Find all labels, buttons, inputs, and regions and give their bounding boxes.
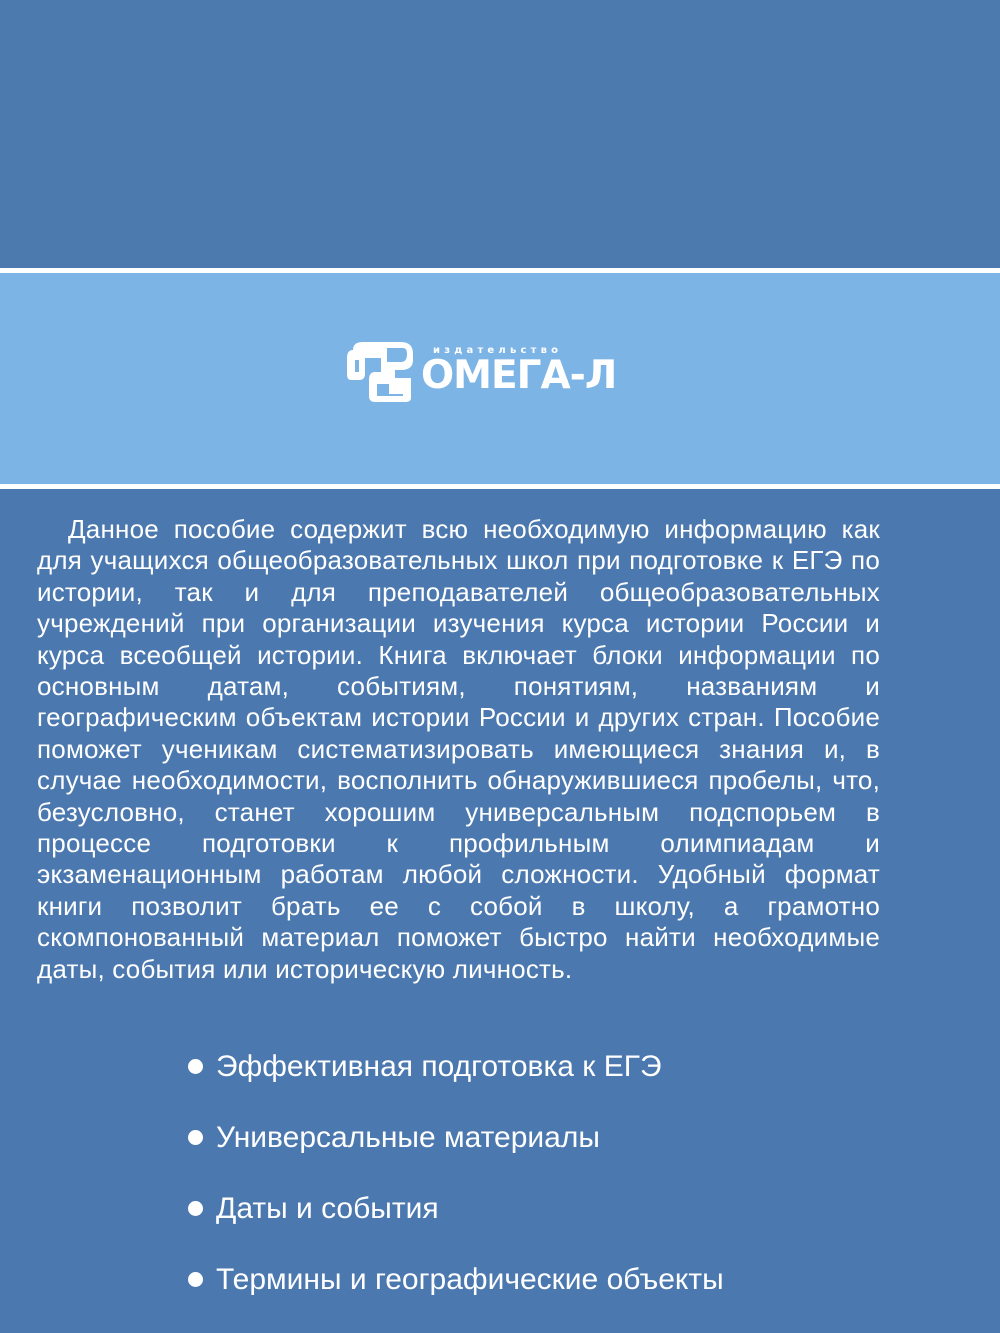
top-color-band <box>0 0 1000 268</box>
bullet-icon <box>188 1059 203 1074</box>
lower-divider <box>0 484 1000 489</box>
publisher-name: ОМЕГА-Л <box>421 353 617 398</box>
bullet-icon <box>188 1272 203 1287</box>
omega-l-logo-icon <box>345 340 419 404</box>
publisher-label: издательство <box>433 345 563 356</box>
book-description: Данное пособие содержит всю необходимую информацию как для учащихся общеобразовательных школ при подготовке к ЕГЭ по истории, так и для преподавателей общеобразовательных учреждений при организации изучения курса истории России и курса всеобщей истории. Книга включает блоки информации по основным датам, событиям, понятиям, названиям и географическим объектам истории России и других стран. Пособие поможет ученикам систематизировать имеющиеся знания и, в случае необходимости, восполнить обнаружившиеся пробелы, что, безусловно, станет хорошим универсальным подспорьем в процессе подготовки к профильным олимпиадам и экзаменационным работам любой сложности. Удобный формат книги позволит брать ее с собой в школу, а грамотно скомпонованный материал поможет быстро найти необходимые даты, события или историческую личность. <box>37 514 880 984</box>
feature-label: Универсальные материалы <box>216 1121 600 1154</box>
feature-label: Эффективная подготовка к ЕГЭ <box>216 1050 662 1083</box>
feature-label: Даты и события <box>216 1192 439 1225</box>
bullet-icon <box>188 1201 203 1216</box>
publisher-logo <box>345 340 625 406</box>
feature-label: Термины и географические объекты <box>216 1263 724 1296</box>
bullet-icon <box>188 1130 203 1145</box>
